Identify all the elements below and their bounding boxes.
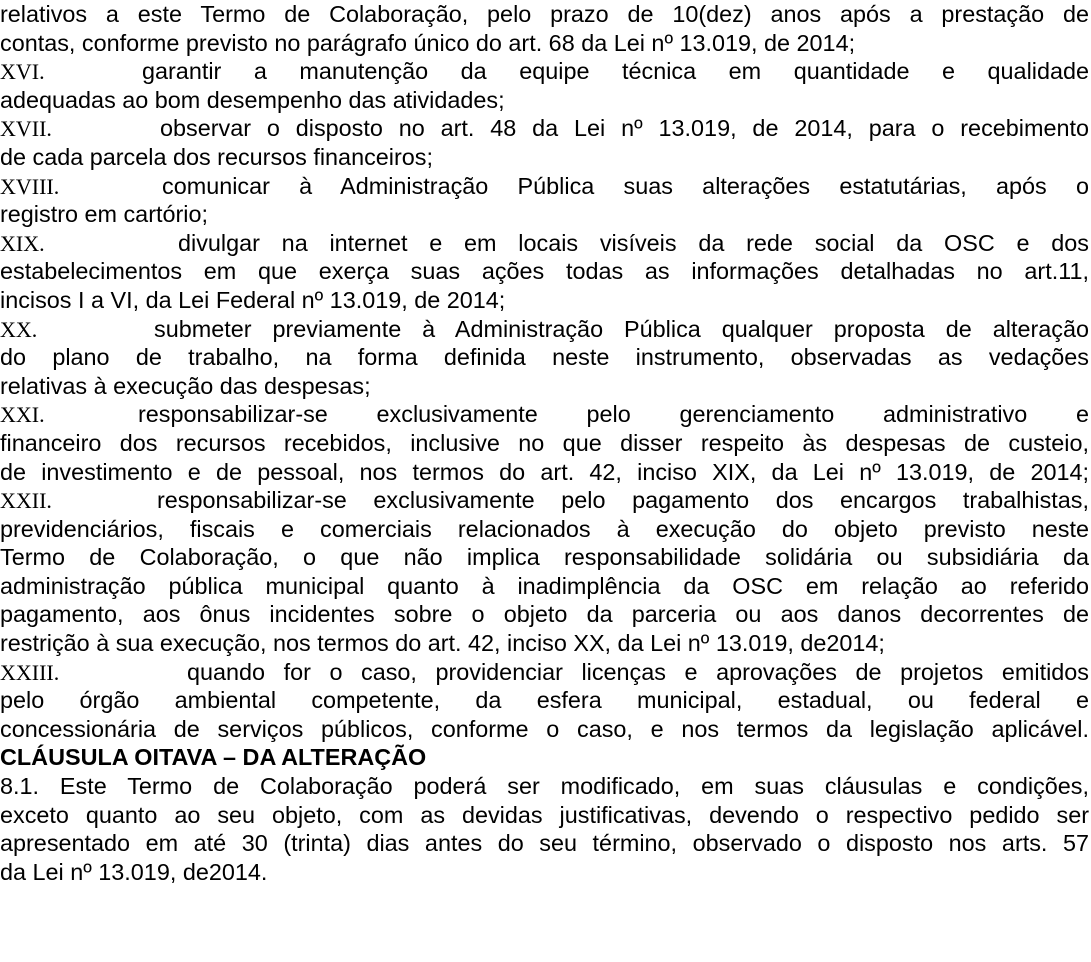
text-line: de cada parcela dos recursos financeiros; <box>0 143 433 170</box>
text-line: do plano de trabalho, na forma definida neste instrumento, observadas as vedações <box>0 344 1089 371</box>
text-line: relativos a este Termo de Colaboração, pelo prazo de 10(dez) anos após a prestação de <box>0 1 1089 27</box>
text-line: relativas à execução das despesas; <box>0 372 371 399</box>
text-line: divulgar na internet e em locais visíveis da rede social da OSC e dos <box>178 229 1089 256</box>
text-line: registro em cartório; <box>0 201 208 228</box>
text-line: quando for o caso, providenciar licenças e aprovações de projetos emitidos <box>187 658 1089 685</box>
text-line: observar o disposto no art. 48 da Lei nº 13.019, de 2014, para o recebimento <box>160 115 1089 142</box>
list-item-xviii <box>0 172 1089 201</box>
clause-heading: CLÁUSULA OITAVA – DA ALTERAÇÃO <box>0 744 427 771</box>
text-line: de investimento e de pessoal, nos termos do art. 42, inciso XIX, da Lei nº 13.019, de 2014; <box>0 458 1089 485</box>
text-line: pelo órgão ambiental competente, da esfera municipal, estadual, ou federal e <box>0 687 1089 714</box>
list-item-xxiii <box>0 658 1089 687</box>
text-line: 8.1. Este Termo de Colaboração poderá ser modificado, em suas cláusulas e condições, <box>0 773 1089 800</box>
list-item-xxii <box>0 486 1089 515</box>
text-line: garantir a manutenção da equipe técnica em quantidade e qualidade <box>142 58 1089 85</box>
item-number: XXI. <box>0 402 45 428</box>
text-line: restrição à sua execução, nos termos do art. 42, inciso XX, da Lei nº 13.019, de2014; <box>0 630 885 657</box>
list-item-xx <box>0 315 1089 344</box>
text-line: previdenciários, fiscais e comerciais relacionados à execução do objeto previsto neste <box>0 515 1089 542</box>
text-line: estabelecimentos em que exerça suas ações todas as informações detalhadas no art.11, <box>0 258 1089 285</box>
text-line: incisos I a VI, da Lei Federal nº 13.019, de 2014; <box>0 286 506 313</box>
text-line: financeiro dos recursos recebidos, inclusive no que disser respeito às despesas de custeio, <box>0 429 1089 456</box>
text-line: pagamento, aos ônus incidentes sobre o objeto da parceria ou aos danos decorrentes de <box>0 601 1089 628</box>
text-line: responsabilizar-se exclusivamente pelo pagamento dos encargos trabalhistas, <box>157 487 1089 514</box>
item-number: XXIII. <box>0 659 60 685</box>
list-item-xxi <box>0 400 1089 429</box>
item-number: XVII. <box>0 116 52 142</box>
text-line: apresentado em até 30 (trinta) dias antes do seu término, observado o disposto nos arts. 57 <box>0 830 1089 857</box>
item-number: XVI. <box>0 59 45 85</box>
item-number: XVIII. <box>0 173 60 199</box>
text-line: contas, conforme previsto no parágrafo único do art. 68 da Lei nº 13.019, de 2014; <box>0 29 856 56</box>
text-line: Termo de Colaboração, o que não implica responsabilidade solidária ou subsidiária da <box>0 544 1089 571</box>
list-item-xvi <box>0 57 1089 86</box>
list-item-xvii <box>0 114 1089 143</box>
item-number: XXII. <box>0 488 52 514</box>
text-line: submeter previamente à Administração Pública qualquer proposta de alteração <box>154 315 1089 342</box>
text-line: exceto quanto ao seu objeto, com as devidas justificativas, devendo o respectivo pedido ser <box>0 801 1089 828</box>
item-number: XIX. <box>0 230 45 256</box>
text-line: administração pública municipal quanto à inadimplência da OSC em relação ao referido <box>0 572 1089 599</box>
text-line: da Lei nº 13.019, de2014. <box>0 858 268 885</box>
text-line: comunicar à Administração Pública suas alterações estatutárias, após o <box>162 172 1089 199</box>
text-line: concessionária de serviços públicos, conforme o caso, e nos termos da legislação aplicável. <box>0 715 1089 742</box>
text-line: responsabilizar-se exclusivamente pelo gerenciamento administrativo e <box>138 401 1089 428</box>
item-number: XX. <box>0 316 38 342</box>
list-item-xix <box>0 229 1089 258</box>
text-line: adequadas ao bom desempenho das atividades; <box>0 86 505 113</box>
